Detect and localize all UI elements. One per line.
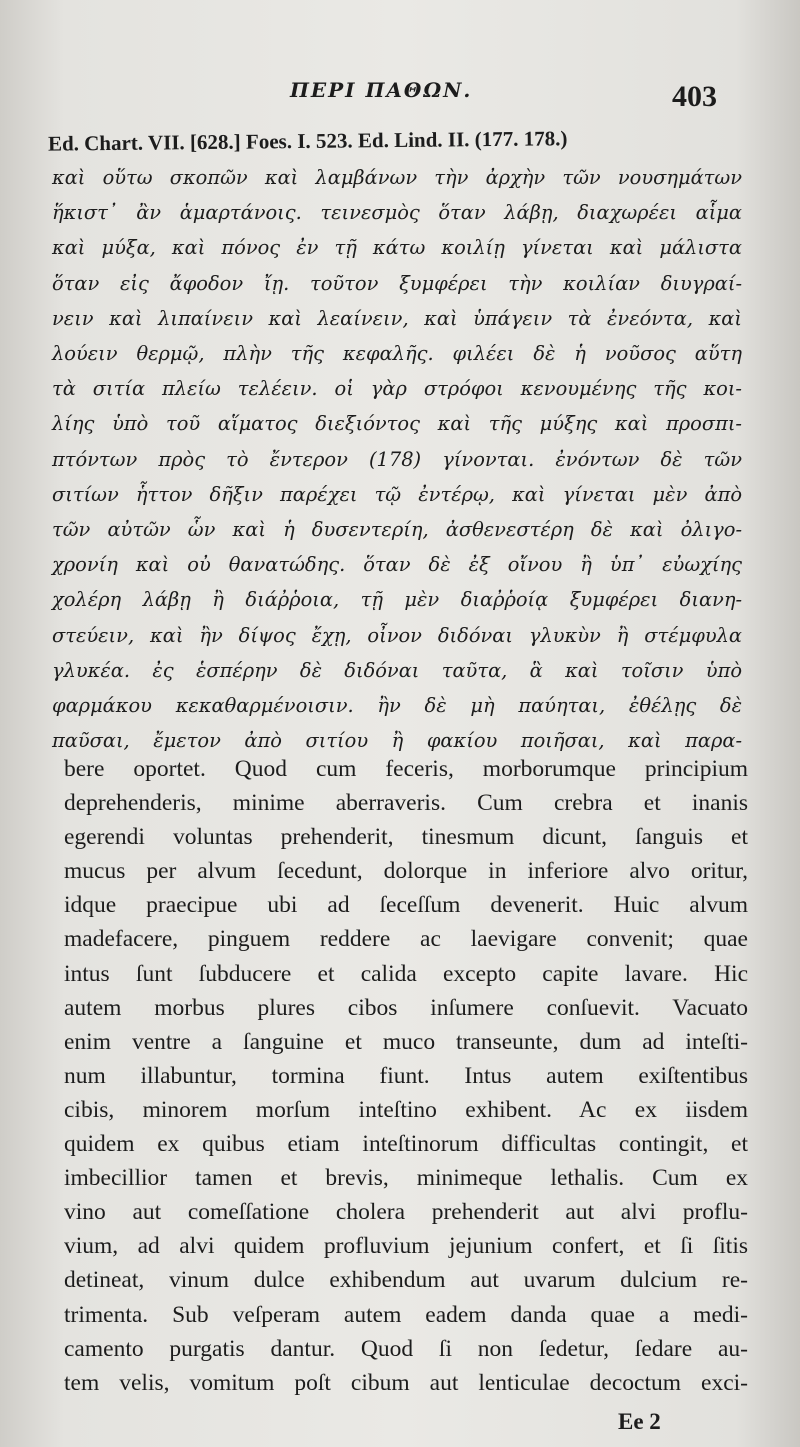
latin-line: trimenta. Sub veſperam autem eadem danda quae a medi- bbox=[64, 1301, 748, 1328]
latin-line: imbecillior tamen et brevis, minimeque lethalis. Cum ex bbox=[64, 1165, 748, 1192]
greek-line: τῶν αὐτῶν ὧν καὶ ἡ δυσεντερίη, ἀσθενεστέρη δὲ καὶ ὀλιγο- bbox=[52, 518, 742, 542]
greek-line: στεύειν, καὶ ἢν δίψος ἔχῃ, οἶνον διδόναι γλυκὺν ἢ στέμφυλα bbox=[52, 623, 742, 647]
latin-line: deprehenderis, minime aberraveris. Cum crebra et inanis bbox=[64, 790, 748, 817]
greek-line: χολέρη λάβῃ ἢ διάῤῥοια, τῇ μὲν διαῤῥοίᾳ ξυμφέρει διανη- bbox=[52, 588, 742, 612]
greek-line: λίης ὑπὸ τοῦ αἵματος διεξιόντος καὶ τῆς μύξης καὶ προσπι- bbox=[52, 412, 742, 436]
latin-line: tem velis, vomitum poſt cibum aut lenticulae decoctum exci- bbox=[64, 1369, 748, 1396]
greek-line: παῦσαι, ἔμετον ἀπὸ σιτίου ἢ φακίου ποιῆσαι, καὶ παρα- bbox=[52, 729, 742, 753]
latin-line: idque praecipue ubi ad ſeceſſum devenerit. Huic alvum bbox=[64, 892, 748, 919]
page-number: 403 bbox=[672, 80, 717, 113]
greek-line: καὶ οὕτω σκοπῶν καὶ λαμβάνων τὴν ἀρχὴν τῶν νουσημάτων bbox=[52, 166, 742, 189]
latin-line: madefacere, pinguem reddere ac laevigare convenit; quae bbox=[64, 926, 748, 953]
greek-text-block bbox=[52, 160, 742, 758]
latin-line: cibis, minorem morſum inteſtino exhibent. Ac ex iisdem bbox=[64, 1096, 748, 1123]
greek-line: χρονίη καὶ οὐ θανατώδης. ὅταν δὲ ἐξ οἴνου ἢ ὑπ᾽ εὐωχίης bbox=[52, 553, 742, 577]
signature-mark: Ee 2 bbox=[618, 1409, 661, 1434]
greek-line: ἥκιστ᾽ ἂν ἁμαρτάνοις. τεινεσμὸς ὅταν λάβῃ, διαχωρέει αἷμα bbox=[52, 201, 742, 225]
greek-line: ὅταν εἰς ἄφοδον ἴῃ. τοῦτον ξυμφέρει τὴν κοιλίαν διυγραί- bbox=[52, 271, 742, 295]
greek-line: πτόντων πρὸς τὸ ἔντερον (178) γίνονται. ἐνόντων δὲ τῶν bbox=[52, 447, 742, 471]
latin-line: quidem ex quibus etiam inteſtinorum difficultas contingit, et bbox=[64, 1131, 748, 1158]
latin-line: autem morbus plures cibos inſumere conſuevit. Vacuato bbox=[64, 994, 748, 1021]
latin-line: detineat, vinum dulce exhibendum aut uvarum dulcium re- bbox=[64, 1267, 748, 1294]
latin-line: bere oportet. Quod cum feceris, morborumque principium bbox=[64, 756, 748, 782]
greek-line: γλυκέα. ἐς ἑσπέρην δὲ διδόναι ταῦτα, ἃ καὶ τοῖσιν ὑπὸ bbox=[52, 658, 742, 682]
latin-line: camento purgatis dantur. Quod ſi non ſedetur, ſedare au- bbox=[64, 1335, 748, 1362]
latin-line: num illabuntur, tormina fiunt. Intus autem exiſtentibus bbox=[64, 1062, 748, 1089]
latin-text-block bbox=[64, 752, 748, 1400]
greek-line: τὰ σιτία πλείω τελέειν. οἱ γὰρ στρόφοι κενουμένης τῆς κοι- bbox=[52, 377, 742, 401]
greek-line: λούειν θερμῷ, πλὴν τῆς κεφαλῆς. φιλέει δὲ ἡ νοῦσος αὕτη bbox=[52, 342, 742, 366]
latin-line: mucus per alvum ſecedunt, dolorque in inferiore alvo oritur, bbox=[64, 858, 748, 885]
edition-reference-line: Ed. Chart. VII. [628.] Foes. I. 523. Ed. Lind. II. (177. 178.) bbox=[47, 126, 568, 156]
latin-line: intus ſunt ſubducere et calida excepto capite lavare. Hic bbox=[64, 960, 748, 987]
latin-line: vium, ad alvi quidem profluvium jejunium confert, et ſi ſitis bbox=[64, 1233, 748, 1260]
greek-line: φαρμάκου κεκαθαρμένοισιν. ἢν δὲ μὴ παύηται, ἐθέλῃς δὲ bbox=[52, 694, 742, 718]
greek-line: νειν καὶ λιπαίνειν καὶ λεαίνειν, καὶ ὑπάγειν τὰ ἐνεόντα, καὶ bbox=[52, 306, 742, 330]
latin-line: vino aut comeſſatione cholera prehenderit aut alvi proflu- bbox=[64, 1199, 748, 1226]
running-head: ΠΕΡΙ ΠΑΘΩΝ. bbox=[290, 78, 473, 102]
latin-line: enim ventre a ſanguine et muco transeunte, dum ad inteſti- bbox=[64, 1028, 748, 1055]
greek-line: καὶ μύξα, καὶ πόνος ἐν τῇ κάτω κοιλίῃ γίνεται καὶ μάλιστα bbox=[52, 236, 742, 260]
latin-line: egerendi voluntas prehenderit, tinesmum dicunt, ſanguis et bbox=[64, 824, 748, 851]
greek-line: σιτίων ἧττον δῆξιν παρέχει τῷ ἐντέρῳ, καὶ γίνεται μὲν ἀπὸ bbox=[52, 482, 742, 506]
